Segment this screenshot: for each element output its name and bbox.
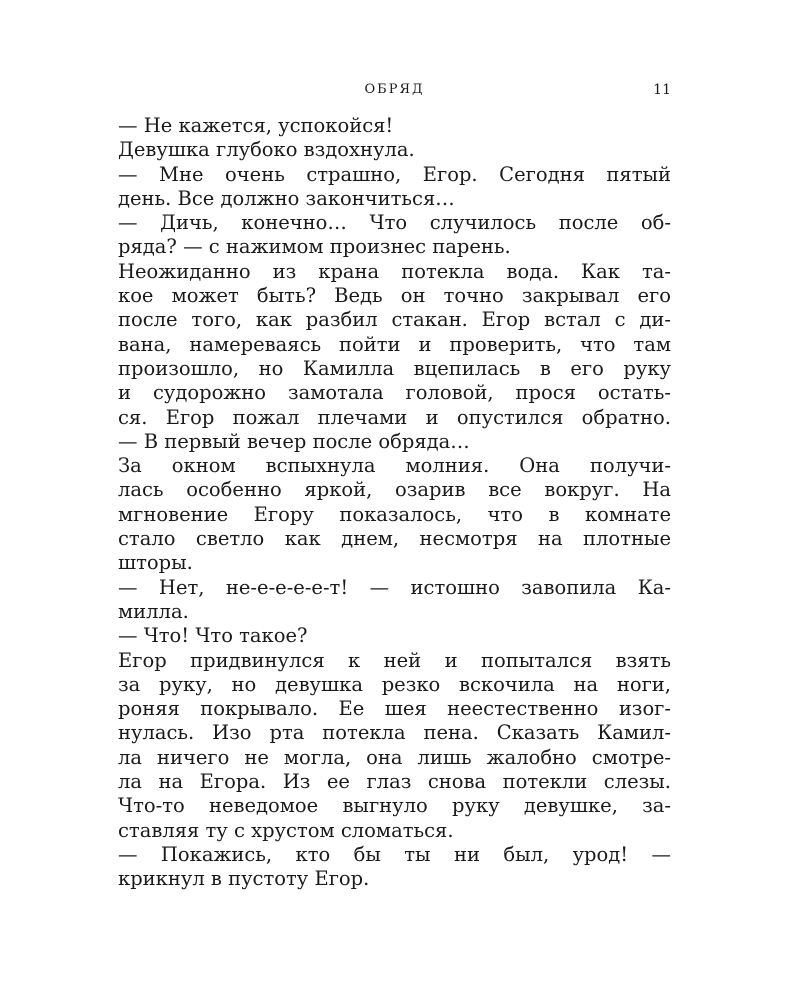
text-line — [118, 211, 671, 235]
text-line-content: — Нет, не-е-е-е-е-т! — истошно завопила Ка- — [118, 575, 671, 599]
text-line-content: — Покажись, кто бы ты ни был, урод! — — [118, 842, 671, 866]
text-line — [118, 381, 671, 405]
text-line-content: мгновение Егору показалось, что в комнате — [118, 502, 671, 526]
text-line-content: ряда? — с нажимом произнес парень. — [118, 235, 511, 259]
text-line — [118, 454, 671, 478]
text-line-content: день. Все должно закончиться… — [118, 186, 455, 210]
text-line — [118, 770, 671, 794]
text-line-content: — Мне очень страшно, Егор. Сегодня пятый — [118, 162, 671, 186]
text-line-content: За окном вспыхнула молния. Она получи- — [118, 454, 671, 478]
text-line-content: за руку, но девушка резко вскочила на ноги, — [118, 672, 671, 696]
text-line-content: — В первый вечер после обряда… — [118, 429, 470, 453]
text-line-content: произошло, но Камилла вцепилась в его руку — [118, 356, 671, 380]
body-text — [118, 114, 671, 892]
text-line — [118, 333, 671, 357]
text-line — [118, 746, 671, 770]
text-line-content: милла. — [118, 599, 189, 623]
text-line — [118, 697, 671, 721]
text-line-content: — Не кажется, успокойся! — [118, 114, 394, 137]
text-line-content: кое может быть? Ведь он точно закрывал его — [118, 284, 671, 308]
text-line-content: Девушка глубоко вздохнула. — [118, 138, 415, 162]
text-line-content: ла на Егора. Из ее глаз снова потекли слезы. — [118, 770, 671, 794]
text-line — [118, 551, 671, 575]
text-line — [118, 187, 671, 211]
text-line-content: стало светло как днем, несмотря на плотные — [118, 527, 671, 551]
text-line — [118, 138, 671, 162]
text-line-content: — Что! Что такое? — [118, 624, 308, 648]
text-line-content: шторы. — [118, 551, 193, 575]
text-line — [118, 721, 671, 745]
text-line — [118, 114, 671, 138]
text-line — [118, 843, 671, 867]
text-line-content: Неожиданно из крана потекла вода. Как та- — [118, 259, 671, 283]
text-line — [118, 308, 671, 332]
text-line — [118, 794, 671, 818]
text-line-content: лась особенно яркой, озарив все вокруг. На — [118, 478, 671, 502]
running-head — [118, 80, 671, 100]
text-line — [118, 624, 671, 648]
text-line — [118, 503, 671, 527]
text-line — [118, 600, 671, 624]
text-line — [118, 357, 671, 381]
text-line — [118, 284, 671, 308]
text-line — [118, 235, 671, 259]
text-line — [118, 406, 671, 430]
text-line-content: ставляя ту с хрустом сломаться. — [118, 818, 454, 842]
text-line-content: ла ничего не могла, она лишь жалобно смотре- — [118, 745, 671, 769]
text-line-content: — Дичь, конечно… Что случилось после об- — [118, 211, 671, 235]
page-number: 11 — [653, 82, 671, 98]
text-line — [118, 527, 671, 551]
chapter-title: ОБРЯД — [364, 82, 425, 97]
text-line-content: Что-то неведомое выгнуло руку девушке, за- — [118, 794, 671, 818]
text-line — [118, 478, 671, 502]
text-line-content: нулась. Изо рта потекла пена. Сказать Камил- — [118, 721, 671, 745]
text-line — [118, 819, 671, 843]
text-line — [118, 867, 671, 891]
text-line — [118, 430, 671, 454]
text-line-content: после того, как разбил стакан. Егор встал с ди- — [118, 308, 671, 332]
text-line-content: и судорожно замотала головой, прося остать- — [118, 381, 671, 405]
text-line — [118, 576, 671, 600]
text-line — [118, 673, 671, 697]
text-line — [118, 260, 671, 284]
text-line-content: ся. Егор пожал плечами и опустился обратно. — [118, 405, 671, 429]
text-line-content: Егор придвинулся к ней и попытался взять — [118, 648, 671, 672]
text-line — [118, 163, 671, 187]
text-line-content: роняя покрывало. Ее шея неестественно изог- — [118, 697, 671, 721]
text-line-content: крикнул в пустоту Егор. — [118, 867, 370, 891]
text-line-content: вана, намереваясь пойти и проверить, что там — [118, 332, 671, 356]
text-line — [118, 649, 671, 673]
